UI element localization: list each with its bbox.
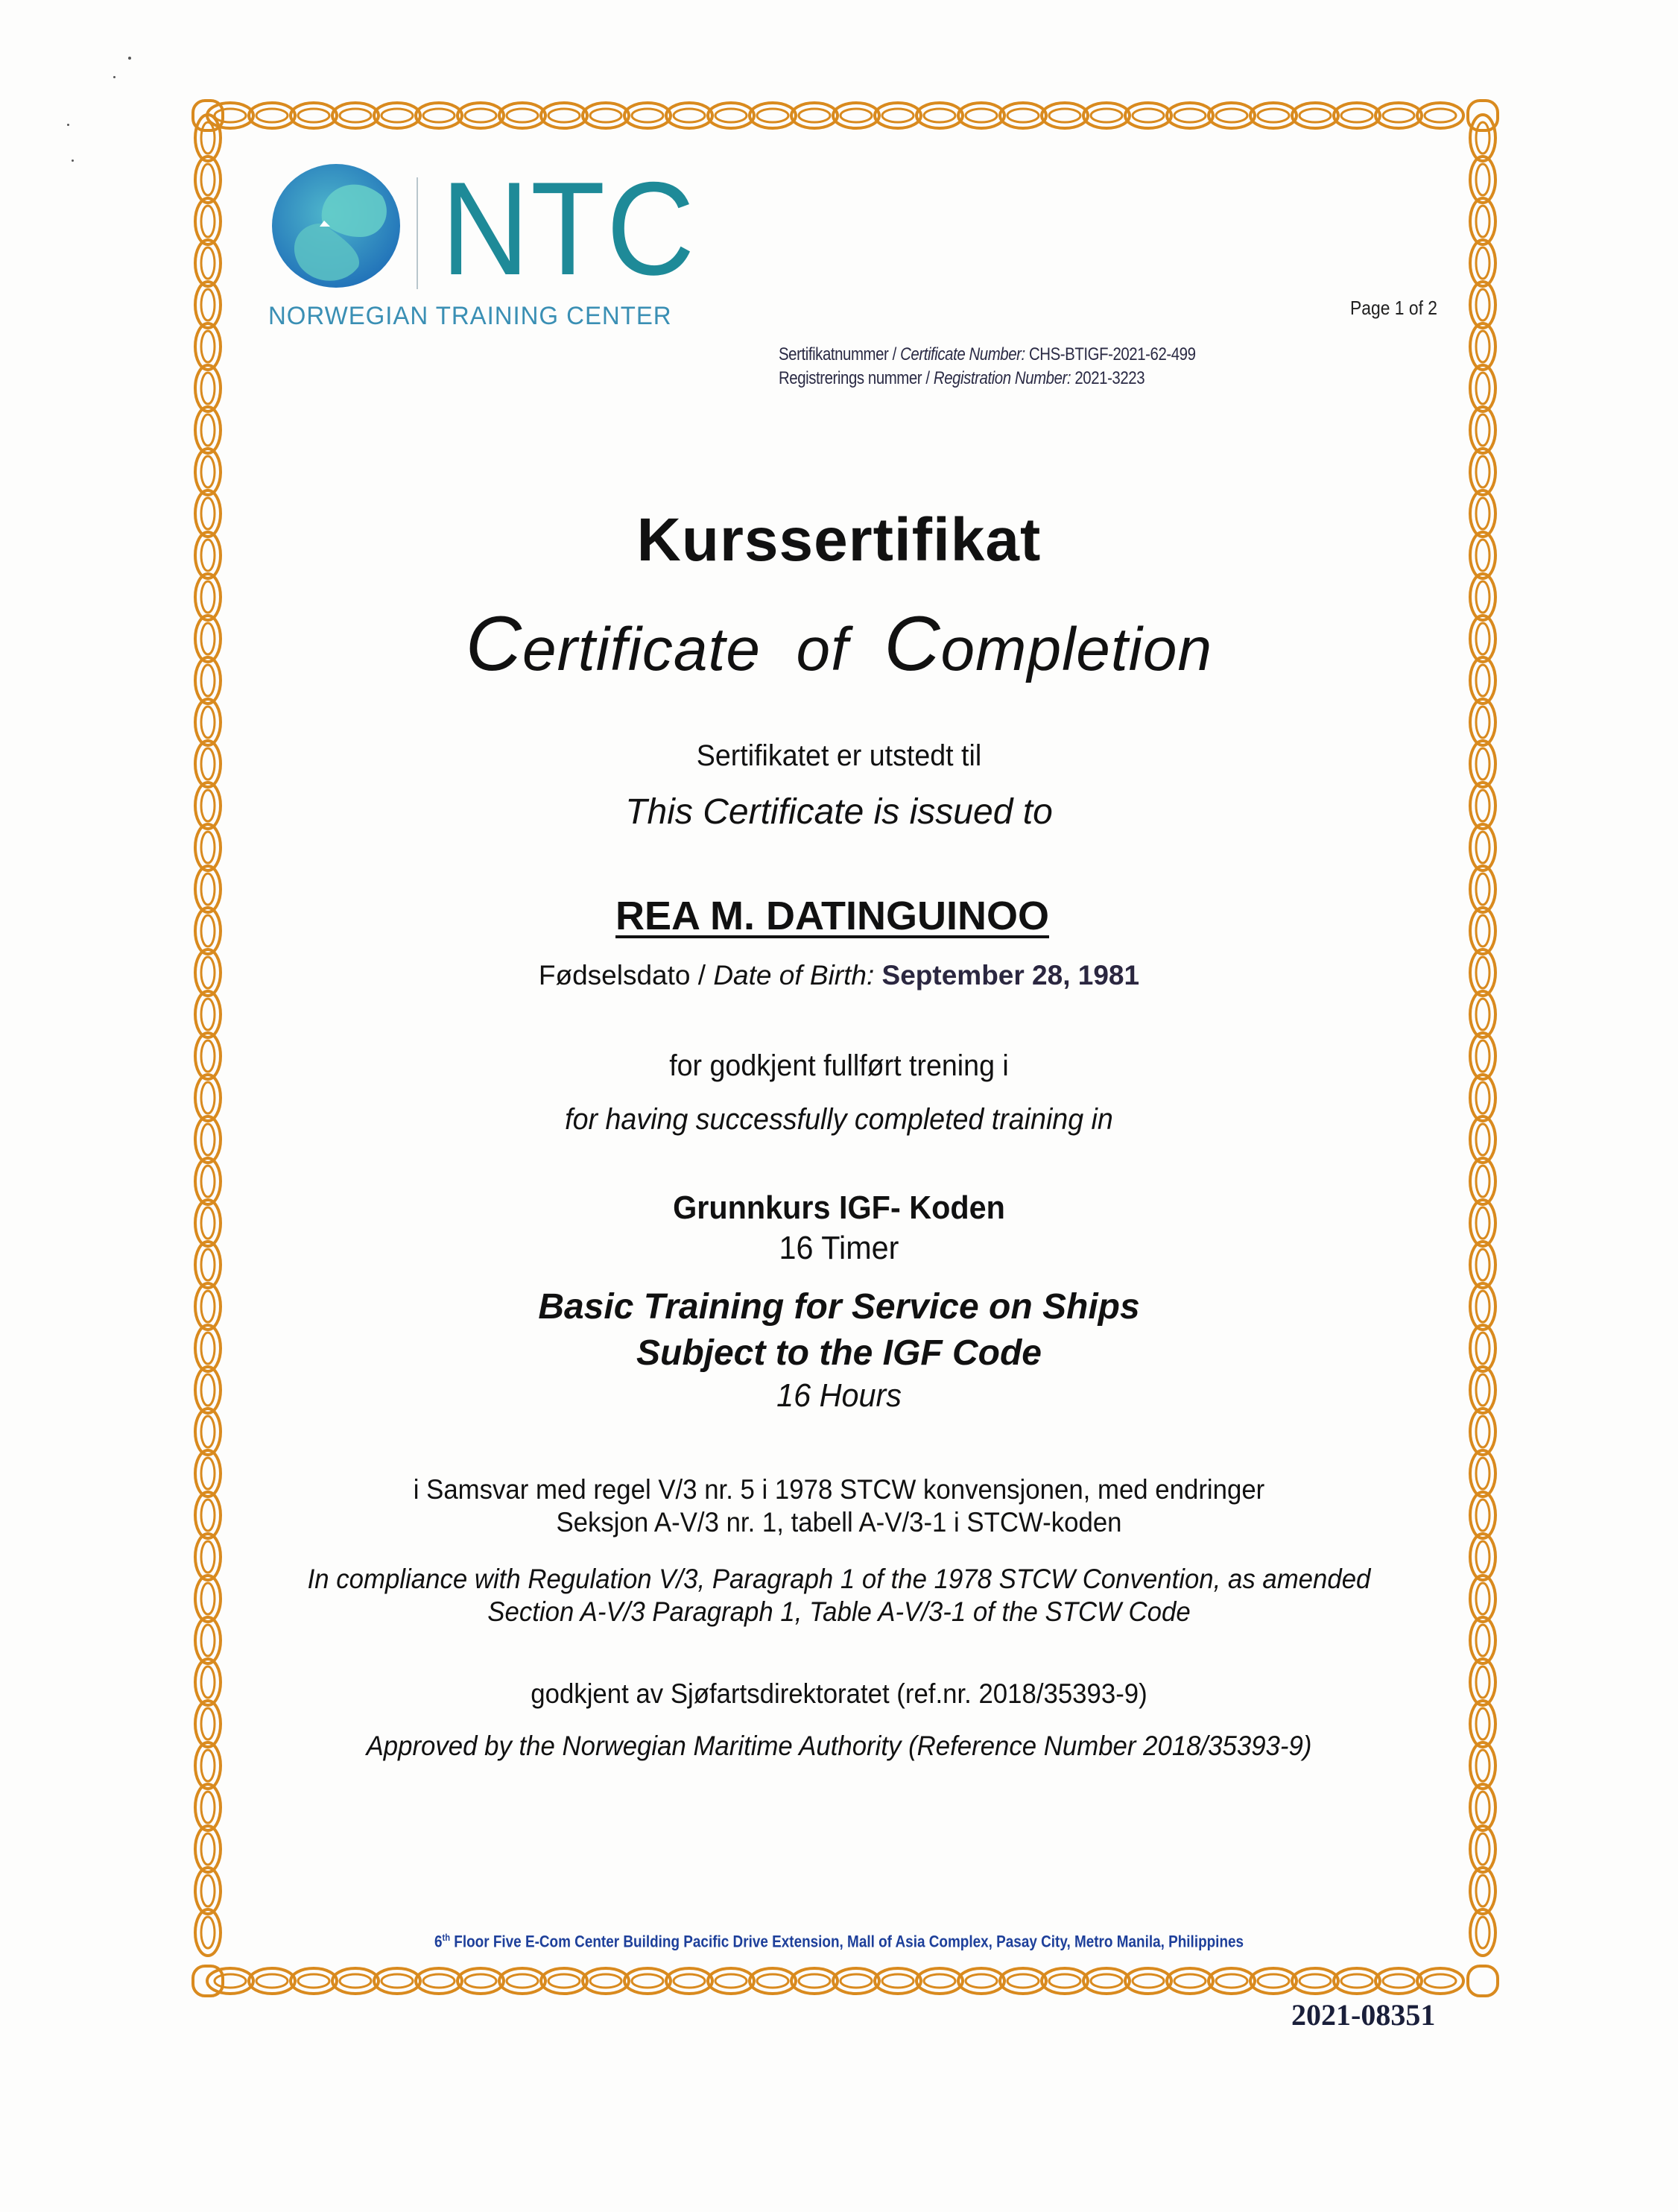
border-link-bottom — [207, 1968, 253, 1994]
approval-english: Approved by the Norwegian Maritime Authority (Reference Number 2018/35393-9) — [366, 1731, 1312, 1761]
border-link-top — [916, 103, 963, 128]
border-corner — [1468, 1966, 1498, 1996]
border-link-bottom — [1417, 1968, 1463, 1994]
scan-mark — [128, 57, 131, 60]
border-link-top — [1417, 103, 1463, 128]
border-link-top — [1125, 103, 1171, 128]
border-link-top — [1042, 103, 1088, 128]
border-link-top — [666, 103, 712, 128]
certificate-number-value: CHS-BTIGF-2021-62-499 — [1025, 344, 1196, 364]
border-link-bottom — [666, 1968, 712, 1994]
border-link-top — [875, 103, 921, 128]
border-link-left — [195, 282, 221, 328]
compliance-english-line1: In compliance with Regulation V/3, Paragraph 1 of the 1978 STCW Convention, as amended — [307, 1564, 1371, 1594]
border-link-top — [249, 103, 295, 128]
border-link-top — [207, 103, 253, 128]
border-link-left — [195, 407, 221, 453]
certificate-number — [779, 344, 1195, 365]
border-link-bottom — [1083, 1968, 1130, 1994]
recipient-name — [0, 893, 1678, 939]
border-link-bottom — [1209, 1968, 1255, 1994]
border-link-top — [1000, 103, 1046, 128]
completion-english: for having successfully completed training in — [565, 1103, 1113, 1136]
border-link-bottom — [458, 1968, 504, 1994]
course-hours-english: 16 Hours — [776, 1377, 902, 1414]
border-link-bottom — [624, 1968, 671, 1994]
address-text: Floor Five E-Com Center Building Pacific Drive Extension, Mall of Asia Complex, Pasay City, Metro Manila, Philippines — [450, 1932, 1244, 1951]
border-link-bottom — [291, 1968, 337, 1994]
border-link-right — [1470, 991, 1495, 1037]
compliance-english-line2: Section A-V/3 Paragraph 1, Table A-V/3-1 of the STCW Code — [487, 1596, 1191, 1627]
border-link-right — [1470, 157, 1495, 203]
border-link-top — [833, 103, 879, 128]
border-link-left — [195, 365, 221, 411]
border-link-bottom — [875, 1968, 921, 1994]
border-link-right — [1470, 1409, 1495, 1455]
border-link-bottom — [1250, 1968, 1297, 1994]
border-link-bottom — [249, 1968, 295, 1994]
registration-number-label-no: Registrerings nummer / — [779, 368, 934, 388]
border-link-top — [583, 103, 629, 128]
issued-to-norwegian: Sertifikatet er utstedt til — [696, 739, 982, 772]
border-link-top — [541, 103, 587, 128]
border-link-top — [1250, 103, 1297, 128]
border-link-top — [374, 103, 420, 128]
border-link-top — [1083, 103, 1130, 128]
certificate-number-label-no: Sertifikatnummer / — [779, 344, 901, 364]
border-link-bottom — [1042, 1968, 1088, 1994]
scan-mark — [72, 159, 74, 162]
border-link-top — [332, 103, 379, 128]
dob-label-no: Fødselsdato / — [538, 960, 714, 990]
border-link-top — [750, 103, 796, 128]
course-hours-norwegian: 16 Timer — [779, 1230, 899, 1266]
border-link-bottom — [1375, 1968, 1422, 1994]
logo-wordmark: NTC — [441, 154, 697, 303]
border-link-bottom — [1292, 1968, 1338, 1994]
compliance-norwegian-line1: i Samsvar med regel V/3 nr. 5 i 1978 STCW konvensjonen, med endringer — [413, 1474, 1265, 1505]
border-link-bottom — [1334, 1968, 1380, 1994]
title-english-part-2: ompletion — [940, 616, 1213, 683]
address-floor: 6 — [434, 1932, 443, 1951]
border-link-left — [195, 1784, 221, 1830]
border-link-right — [1470, 407, 1495, 453]
border-link-left — [195, 198, 221, 244]
border-link-bottom — [541, 1968, 587, 1994]
address-floor-suffix: th — [442, 1932, 451, 1943]
border-link-top — [1209, 103, 1255, 128]
border-link-bottom — [1125, 1968, 1171, 1994]
title-english-part-1: ertificate of — [522, 616, 884, 683]
course-name-norwegian: Grunnkurs IGF- Koden — [673, 1189, 1005, 1226]
border-link-bottom — [1167, 1968, 1213, 1994]
border-link-left — [195, 449, 221, 495]
border-link-left — [195, 157, 221, 203]
course-name-english-line1: Basic Training for Service on Ships — [538, 1287, 1140, 1327]
border-link-top — [1375, 103, 1422, 128]
dob-value: September 28, 1981 — [874, 960, 1140, 990]
border-link-bottom — [499, 1968, 545, 1994]
border-link-right — [1470, 365, 1495, 411]
border-link-bottom — [833, 1968, 879, 1994]
scan-mark — [113, 76, 115, 78]
border-link-right — [1470, 115, 1495, 161]
border-link-right — [1470, 240, 1495, 286]
border-link-top — [416, 103, 462, 128]
compliance-norwegian-line2: Seksjon A-V/3 nr. 1, tabell A-V/3-1 i STCW-koden — [556, 1507, 1122, 1538]
logo-subtitle: NORWEGIAN TRAINING CENTER — [268, 302, 672, 330]
border-link-right — [1470, 449, 1495, 495]
border-link-bottom — [332, 1968, 379, 1994]
recipient-name-text: REA M. DATINGUINOO — [615, 894, 1049, 938]
border-link-left — [195, 323, 221, 370]
border-link-bottom — [750, 1968, 796, 1994]
registration-number-label-en: Registration Number: — [933, 368, 1071, 388]
title-english-cap-2: C — [884, 601, 941, 687]
address — [118, 1932, 1561, 1951]
border-link-top — [458, 103, 504, 128]
border-link-right — [1470, 699, 1495, 745]
border-link-right — [1470, 198, 1495, 244]
border-link-top — [1334, 103, 1380, 128]
border-link-top — [791, 103, 838, 128]
border-link-bottom — [583, 1968, 629, 1994]
border-link-top — [624, 103, 671, 128]
registration-number — [779, 368, 1144, 389]
date-of-birth — [0, 960, 1678, 991]
border-link-bottom — [1000, 1968, 1046, 1994]
border-link-left — [195, 1868, 221, 1914]
border-link-left — [195, 699, 221, 745]
border-link-top — [958, 103, 1004, 128]
border-link-bottom — [916, 1968, 963, 1994]
completion-norwegian: for godkjent fullført trening i — [669, 1049, 1009, 1082]
border-link-right — [1470, 1868, 1495, 1914]
border-link-left — [195, 240, 221, 286]
border-link-left — [195, 1826, 221, 1872]
certificate-number-label-en: Certificate Number: — [900, 344, 1025, 364]
border-link-top — [708, 103, 754, 128]
border-link-right — [1470, 282, 1495, 328]
logo-divider — [417, 177, 418, 289]
serial-number: 2021-08351 — [1291, 1998, 1436, 2032]
border-link-right — [1470, 323, 1495, 370]
course-name-english-line2: Subject to the IGF Code — [636, 1333, 1042, 1373]
border-link-top — [291, 103, 337, 128]
logo-swirl-icon — [270, 162, 402, 289]
issued-to-english: This Certificate is issued to — [625, 792, 1053, 832]
border-link-top — [1292, 103, 1338, 128]
approval-norwegian: godkjent av Sjøfartsdirektoratet (ref.nr. 2018/35393-9) — [531, 1678, 1147, 1709]
border-link-bottom — [791, 1968, 838, 1994]
scan-mark — [67, 124, 69, 126]
border-link-top — [1167, 103, 1213, 128]
title-norwegian: Kurssertifikat — [636, 506, 1042, 574]
border-link-bottom — [416, 1968, 462, 1994]
border-link-left — [195, 115, 221, 161]
border-link-right — [1470, 1826, 1495, 1872]
border-link-bottom — [708, 1968, 754, 1994]
border-link-right — [1470, 1784, 1495, 1830]
border-link-top — [499, 103, 545, 128]
border-link-bottom — [958, 1968, 1004, 1994]
border-link-bottom — [374, 1968, 420, 1994]
dob-label-en: Date of Birth: — [713, 960, 875, 990]
title-english-cap-1: C — [465, 601, 523, 687]
page-indicator: Page 1 of 2 — [1350, 297, 1438, 319]
border-link-left — [195, 1409, 221, 1455]
title-english — [0, 600, 1678, 689]
registration-number-value: 2021-3223 — [1071, 368, 1145, 388]
border-link-left — [195, 991, 221, 1037]
